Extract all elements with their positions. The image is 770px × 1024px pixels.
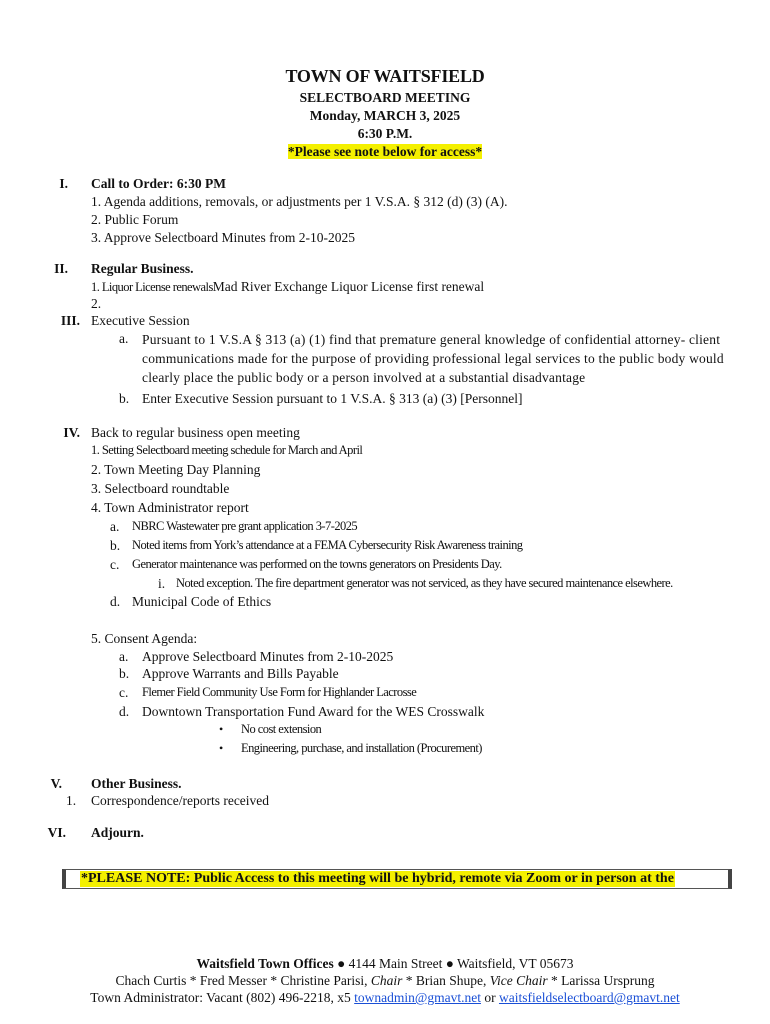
footer-or: or — [480, 990, 499, 1005]
section-numeral: I. — [59, 176, 68, 191]
sub-item-label: c. — [110, 557, 120, 572]
consent-item-text: Flemer Field Community Use Form for Highlander Lacrosse — [142, 685, 417, 699]
footer-board-members: * Brian Shupe, — [402, 973, 490, 988]
meeting-time: 6:30 P.M. — [357, 126, 413, 141]
agenda-item: 2. Town Meeting Day Planning — [91, 462, 261, 477]
agenda-item: 2. — [91, 296, 102, 311]
sub-item-label: b. — [110, 538, 121, 553]
consent-item-text: Approve Selectboard Minutes from 2-10-2025 — [142, 649, 394, 664]
footer-board-line — [0, 973, 770, 989]
access-note: *Please see note below for access* — [287, 144, 483, 159]
sub-item-text: Generator maintenance was performed on the towns generators on Presidents Day. — [132, 557, 502, 571]
agenda-item: Correspondence/reports received — [91, 793, 270, 808]
agenda-item-label: 1. — [66, 793, 77, 808]
bullet-item-text: No cost extension — [241, 722, 322, 736]
sub-item-label: a. — [110, 519, 120, 534]
agenda-item: 3. Approve Selectboard Minutes from 2-10-2025 — [91, 230, 355, 245]
agenda-item: 4. Town Administrator report — [91, 500, 249, 515]
section-numeral: III. — [60, 313, 80, 328]
consent-item-text: Downtown Transportation Fund Award for the WES Crosswalk — [142, 704, 485, 719]
bullet-item-text: Engineering, purchase, and installation (Procurement) — [241, 741, 482, 755]
sub-item-text: Pursuant to 1 V.S.A § 313 (a) (1) find that premature general knowledge of confidential attorney- client communications made for the purpose of providing professional legal services to the public body would clearly place the public body or a person involved at a substantial disadvantage — [142, 332, 724, 385]
agenda-item: 1. Agenda additions, removals, or adjustments per 1 V.S.A. § 312 (d) (3) (A). — [91, 194, 508, 209]
section-numeral: VI. — [47, 825, 66, 840]
agenda-item-prefix: 1. Liquor License renewals — [91, 280, 213, 294]
agenda-item-text: Mad River Exchange Liquor License first renewal — [212, 279, 485, 294]
section-numeral: IV. — [63, 425, 80, 440]
footer-board-members: Chach Curtis * Fred Messer * Christine Parisi, — [115, 973, 371, 988]
section-numeral: II. — [54, 261, 68, 276]
footer-chair-role: Chair — [370, 973, 403, 988]
sub-item-text: Noted items from York’s attendance at a FEMA Cybersecurity Risk Awareness training — [132, 538, 523, 552]
section-title: Executive Session — [91, 313, 190, 328]
footer-admin-line — [0, 990, 770, 1006]
consent-item-label: c. — [119, 685, 129, 700]
footer-board-members: * Larissa Ursprung — [547, 973, 655, 988]
consent-item-label: b. — [119, 666, 130, 681]
bullet-icon: • — [219, 722, 224, 736]
section-title: Other Business. — [91, 776, 182, 791]
agenda-item: 3. Selectboard roundtable — [91, 481, 230, 496]
sub-item-label: d. — [110, 594, 121, 609]
agenda-item: 1. Setting Selectboard meeting schedule for March and April — [91, 443, 363, 457]
meeting-title: SELECTBOARD MEETING — [299, 90, 471, 105]
bullet-icon: • — [219, 741, 224, 755]
consent-agenda-title: 5. Consent Agenda: — [91, 631, 198, 646]
agenda-item — [91, 279, 484, 295]
sub-item-text: NBRC Wastewater pre grant application 3-7-2025 — [132, 519, 358, 533]
selectboard-email-link[interactable]: waitsfieldselectboard@gmavt.net — [498, 990, 680, 1005]
footer-address-line — [0, 956, 770, 972]
sub-item-text: Enter Executive Session pursuant to 1 V.S.A. § 313 (a) (3) [Personnel] — [142, 391, 523, 406]
section-numeral: V. — [50, 776, 62, 791]
footer-offices: Waitsfield Town Offices — [196, 956, 334, 971]
meeting-date: Monday, MARCH 3, 2025 — [309, 108, 461, 123]
footer-admin: Town Administrator: Vacant (802) 496-2218, x5 — [90, 990, 355, 1005]
agenda-item: 2. Public Forum — [91, 212, 179, 227]
consent-item-text: Approve Warrants and Bills Payable — [142, 666, 339, 681]
section-title: Regular Business. — [91, 261, 194, 276]
public-access-note-box — [62, 869, 732, 889]
section-title: Back to regular business open meeting — [91, 425, 300, 440]
footer-vice-chair-role: Vice Chair — [489, 973, 548, 988]
consent-item-label: a. — [119, 649, 129, 664]
sub-sub-item-text: Noted exception. The fire department generator was not serviced, as they have secured maintenance elsewhere. — [176, 576, 673, 590]
sub-item-label: a. — [119, 331, 129, 346]
sub-item-text: Municipal Code of Ethics — [132, 594, 272, 609]
footer-address: ● 4144 Main Street ● Waitsfield, VT 05673 — [333, 956, 574, 971]
consent-item-label: d. — [119, 704, 130, 719]
access-note-row — [0, 143, 770, 161]
sub-sub-item-label: i. — [158, 576, 166, 591]
townadmin-email-link[interactable]: townadmin@gmavt.net — [354, 990, 481, 1005]
section-title: Call to Order: 6:30 PM — [91, 176, 226, 191]
sub-item-label: b. — [119, 391, 130, 406]
town-title: TOWN OF WAITSFIELD — [285, 66, 485, 86]
public-access-note: *PLEASE NOTE: Public Access to this meeting will be hybrid, remote via Zoom or in person at the — [81, 871, 674, 886]
section-title: Adjourn. — [91, 825, 144, 840]
